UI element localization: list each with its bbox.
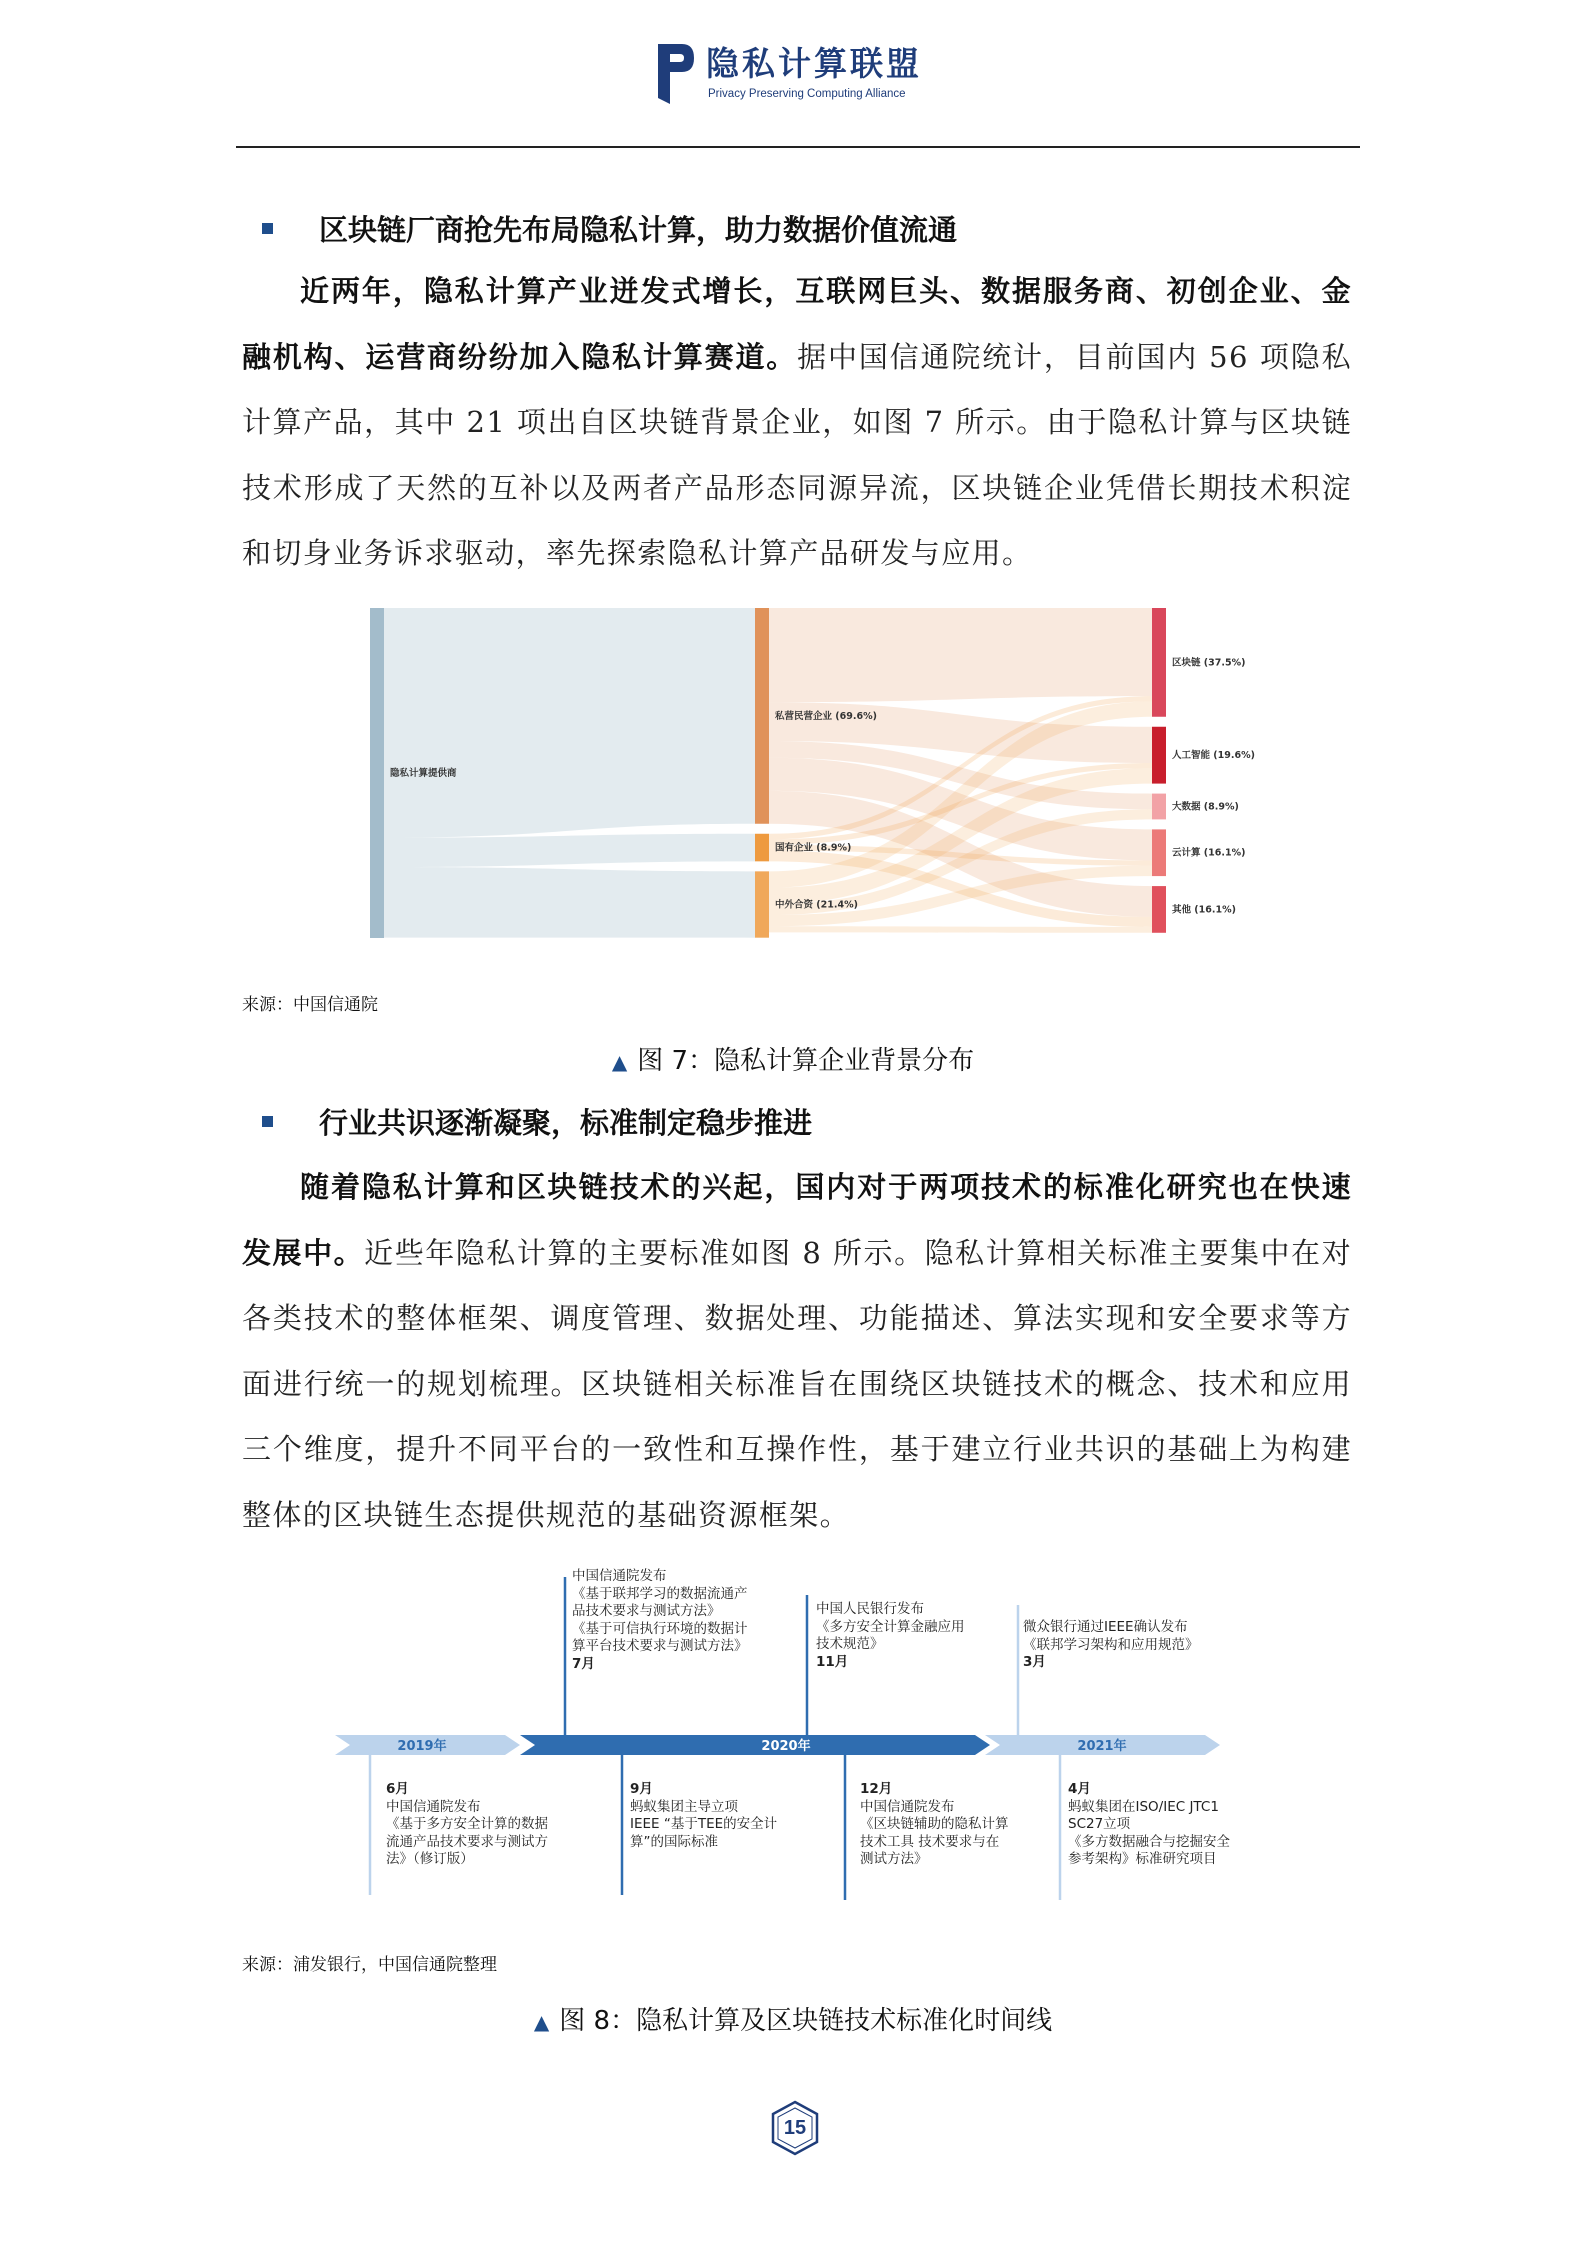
alliance-logo (652, 38, 952, 110)
section2-paragraph (242, 1155, 1352, 1548)
sankey-label-jv: 中外合资 (21.4%) (775, 899, 858, 911)
sankey-node-cloud (1152, 829, 1166, 876)
section2-lead: 随着隐私计算和区块链技术的兴起，国内对于两项技术的标准化研究也在快速发展中。 (242, 1170, 1352, 1270)
sankey-link-provider-private (384, 608, 755, 838)
section1-lead: 近两年，隐私计算产业迸发式增长，互联网巨头、数据服务商、初创企业、金融机构、运营商纷纷加入隐私计算赛道。 (242, 274, 1352, 374)
sankey-label-bigdata: 大数据 (8.9%) (1172, 801, 1239, 813)
figure7-source: 来源：中国信通院 (242, 995, 378, 1015)
caption-triangle-icon: ▲ (533, 2010, 550, 2034)
figure8-caption (0, 2000, 1586, 2037)
figure7-caption-text: 图 7：隐私计算企业背景分布 (637, 1046, 975, 1076)
sankey-link-provider-state (384, 834, 755, 867)
sankey-node-blockchain (1152, 608, 1166, 717)
logo-subtitle: Privacy Preserving Computing Alliance (708, 88, 906, 100)
logo-mark-icon (652, 40, 696, 108)
section1-body: 据中国信通院统计，目前国内 56 项隐私计算产品，其中 21 项出自区块链背景企业，如图 7 所示。由于隐私计算与区块链技术形成了天然的互补以及两者产品形态同源异流，区块链企业凭借长期技术积淀和切身业务诉求驱动，率先探索隐私计算产品研发与应用。 (242, 339, 1353, 570)
logo-title: 隐私计算联盟 (706, 44, 922, 83)
timeline-segment-2020 (520, 1735, 990, 1755)
figure7-caption (0, 1040, 1586, 1077)
timeline-year-2021: 2021年 (1077, 1739, 1127, 1754)
sankey-label-blockchain: 区块链 (37.5%) (1172, 657, 1246, 669)
section1-heading (262, 208, 957, 248)
timeline-event-2021-03: 微众银行通过IEEE确认发布 《联邦学习架构和应用规范》 3月 (1023, 1619, 1199, 1670)
sankey-node-provider (370, 608, 384, 938)
timeline-event-2020-07: 中国信通院发布 《基于联邦学习的数据流通产 品技术要求与测试方法》 《基于可信执行环境的数据计 算平台技术要求与测试方法》 7月 (572, 1568, 748, 1672)
sankey-label-ai: 人工智能 (19.6%) (1172, 750, 1255, 762)
sankey-link-jv-other (769, 926, 1152, 933)
page-number-badge (770, 2100, 820, 2156)
timeline-event-2020-09: 9月 蚂蚁集团主导立项 IEEE “基于TEE的安全计 算”的国际标准 (630, 1781, 778, 1850)
sankey-node-jv (755, 871, 769, 937)
sankey-node-other (1152, 886, 1166, 933)
section2-body: 近些年隐私计算的主要标准如图 8 所示。隐私计算相关标准主要集中在对各类技术的整体框架、调度管理、数据处理、功能描述、算法实现和安全要求等方面进行统一的规划梳理。区块链相关标准旨在围绕区块链技术的概念、技术和应用三个维度，提升不同平台的一致性和互操作性，基于建立行业共识的基础上为构建整体的区块链生态提供规范的基础资源框架。 (242, 1235, 1352, 1532)
standards-timeline (330, 1555, 1250, 1935)
timeline-event-2019-06: 6月 中国信通院发布 《基于多方安全计算的数据 流通产品技术要求与测试方 法》（修订版） (386, 1781, 548, 1867)
sankey-node-ai (1152, 727, 1166, 784)
sankey-label-private: 私营民营企业 (69.6%) (775, 710, 877, 722)
timeline-graphic (330, 1555, 1250, 1935)
sankey-link-provider-jv (384, 867, 755, 938)
section2-heading-text: 行业共识逐渐凝聚，标准制定稳步推进 (319, 1105, 813, 1140)
sankey-node-state (755, 834, 769, 862)
timeline-event-2020-12: 12月 中国信通院发布 《区块链辅助的隐私计算 技术工具 技术要求与在 测试方法》 (860, 1781, 1009, 1867)
sankey-label-provider: 隐私计算提供商 (390, 768, 457, 779)
header-divider (236, 146, 1360, 148)
timeline-event-2020-11: 中国人民银行发布 《多方安全计算金融应用 技术规范》 11月 (816, 1601, 965, 1670)
page-header (0, 0, 1586, 150)
sankey-label-state: 国有企业 (8.9%) (775, 842, 852, 854)
sankey-label-cloud: 云计算 (16.1%) (1172, 847, 1246, 859)
figure8-caption-text: 图 8：隐私计算及区块链技术标准化时间线 (559, 2006, 1053, 2036)
page-number: 15 (783, 2117, 807, 2139)
timeline-year-2020: 2020年 (761, 1739, 811, 1754)
section1-paragraph (242, 259, 1352, 587)
timeline-year-2019: 2019年 (397, 1739, 447, 1754)
square-bullet-icon (262, 1116, 273, 1127)
timeline-event-2021-04: 4月 蚂蚁集团在ISO/IEC JTC1 SC27立项 《多方数据融合与挖掘安全 参考架构》标准研究项目 (1068, 1781, 1230, 1867)
square-bullet-icon (262, 223, 273, 234)
caption-triangle-icon: ▲ (611, 1050, 628, 1074)
sankey-node-bigdata (1152, 794, 1166, 820)
sankey-label-other: 其他 (16.1%) (1172, 904, 1236, 916)
sankey-node-private (755, 608, 769, 824)
figure8-source: 来源：浦发银行，中国信通院整理 (242, 1955, 497, 1975)
section1-heading-text: 区块链厂商抢先布局隐私计算，助力数据价值流通 (319, 212, 958, 247)
section2-heading (262, 1101, 812, 1141)
sankey-link-private-blockchain (769, 608, 1152, 702)
sankey-chart (360, 600, 1255, 945)
